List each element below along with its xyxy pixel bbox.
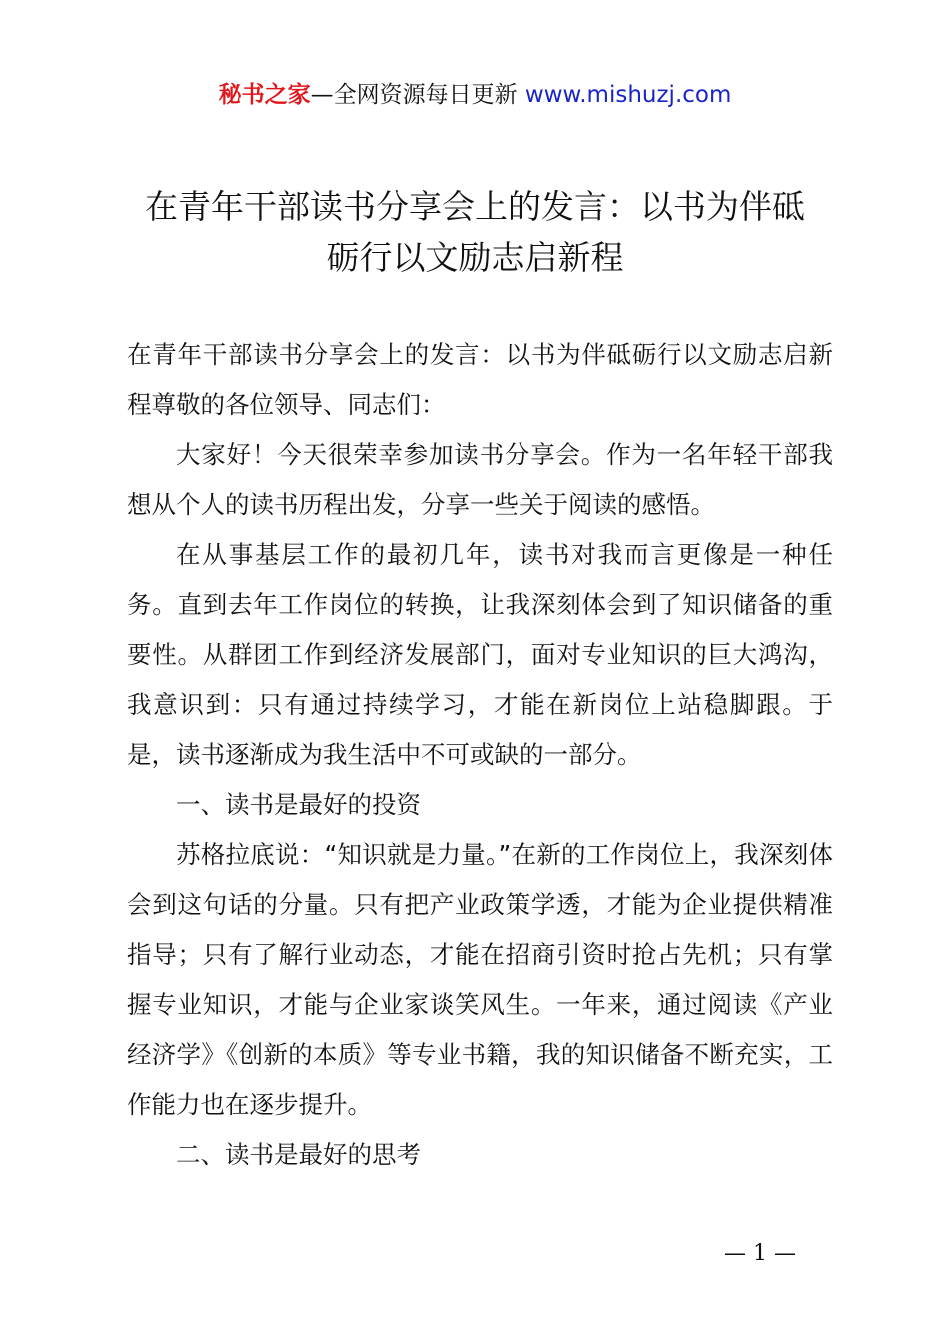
greeting-paragraph: 大家好！今天很荣幸参加读书分享会。作为一名年轻干部我想从个人的读书历程出发，分享一些关于阅读的感悟。 <box>127 440 833 519</box>
section-heading-2: 二、读书是最好的思考 <box>176 1140 421 1169</box>
section-1-paragraph: 苏格拉底说：“知识就是力量。”在新的工作岗位上，我深刻体会到这句话的分量。只有把产业政策学透，才能为企业提供精准指导；只有了解行业动态，才能在招商引资时抢占先机；只有掌握专业知识，才能与企业家谈笑风生。一年来，通过阅读《产业经济学》《创新的本质》等专业书籍，我的知识储备不断充实，工作能力也在逐步提升。 <box>127 840 833 1119</box>
document-body <box>127 330 833 1180</box>
background-paragraph: 在从事基层工作的最初几年，读书对我而言更像是一种任务。直到去年工作岗位的转换，让我深刻体会到了知识储备的重要性。从群团工作到经济发展部门，面对专业知识的巨大鸿沟，我意识到：只有通过持续学习，才能在新岗位上站稳脚跟。于是，读书逐渐成为我生活中不可或缺的一部分。 <box>127 540 833 769</box>
document-title-line-2: 砺行以文励志启新程 <box>326 238 624 277</box>
document-title <box>110 181 840 283</box>
site-brand: 秘书之家 <box>218 82 311 108</box>
section-heading-1: 一、读书是最好的投资 <box>176 790 421 819</box>
document-title-line-1: 在青年干部读书分享会上的发言：以书为伴砥 <box>145 187 805 226</box>
site-tagline: —全网资源每日更新 <box>310 82 525 108</box>
page-number: — 1 — <box>724 1241 796 1266</box>
site-url-link[interactable]: www.mishuzj.com <box>524 82 732 108</box>
site-header <box>0 78 950 112</box>
salutation-paragraph: 在青年干部读书分享会上的发言：以书为伴砥砺行以文励志启新程尊敬的各位领导、同志们： <box>127 340 833 419</box>
